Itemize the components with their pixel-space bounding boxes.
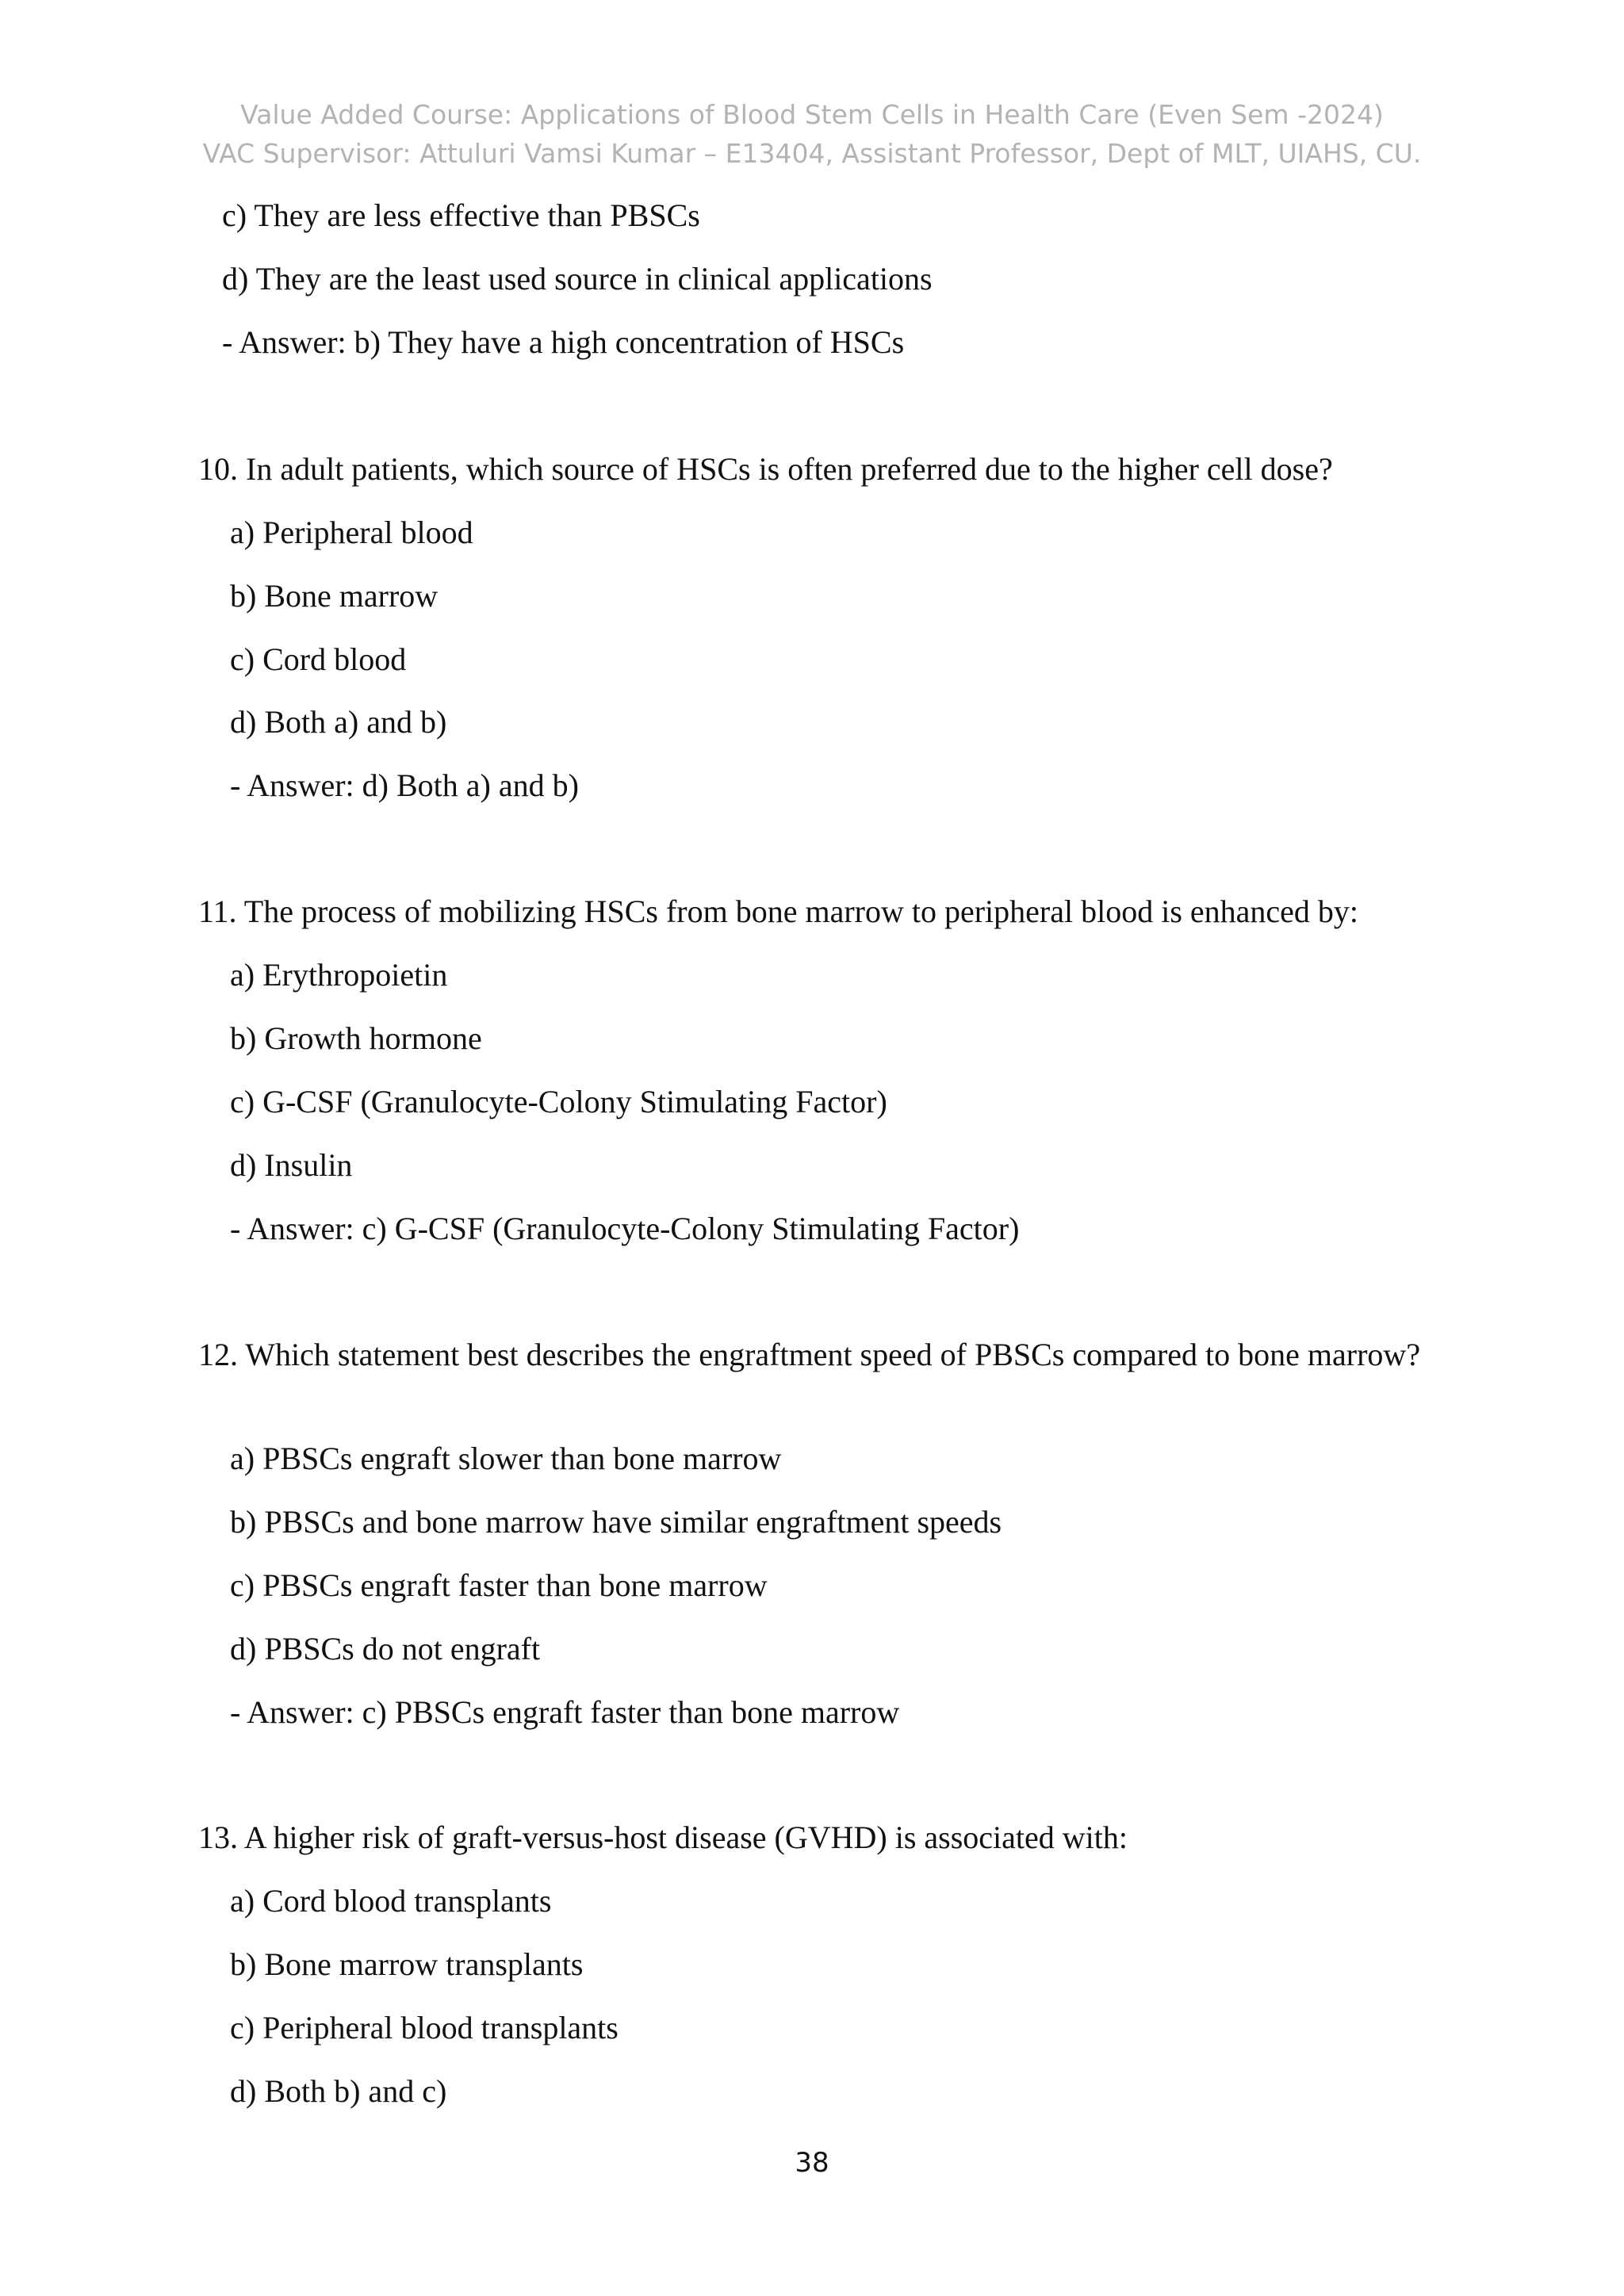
q9-option-d: d) They are the least used source in clinical applications: [222, 261, 933, 297]
page-header: [0, 95, 1624, 173]
question-12-option-a: a) PBSCs engraft slower than bone marrow: [230, 1441, 782, 1476]
header-course-title: Value Added Course: Applications of Blood Stem Cells in Health Care (Even Sem -2024): [240, 99, 1384, 130]
question-13-option-c: c) Peripheral blood transplants: [230, 2010, 619, 2045]
q9-answer: - Answer: b) They have a high concentration of HSCs: [222, 324, 905, 360]
q9-option-c: c) They are less effective than PBSCs: [222, 197, 700, 233]
question-12-option-d: d) PBSCs do not engraft: [230, 1631, 541, 1667]
question-10-option-a: a) Peripheral blood: [230, 515, 473, 550]
question-12-option-c: c) PBSCs engraft faster than bone marrow: [230, 1567, 768, 1603]
question-13-option-a: a) Cord blood transplants: [230, 1883, 552, 1919]
header-supervisor: VAC Supervisor: Attuluri Vamsi Kumar – E13404, Assistant Professor, Dept of MLT, UIAHS, CU.: [202, 138, 1422, 169]
question-12-text: 12. Which statement best describes the engraftment speed of PBSCs compared to bone marrow?: [198, 1337, 1421, 1372]
question-10-answer: - Answer: d) Both a) and b): [230, 767, 579, 803]
question-11-option-c: c) G-CSF (Granulocyte-Colony Stimulating Factor): [230, 1084, 887, 1119]
page-number: 38: [795, 2147, 829, 2179]
question-10-text: 10. In adult patients, which source of HSCs is often preferred due to the higher cell dose?: [198, 451, 1333, 487]
question-10-option-c: c) Cord blood: [230, 641, 407, 677]
question-10-option-d: d) Both a) and b): [230, 704, 447, 740]
question-10-option-b: b) Bone marrow: [230, 578, 439, 614]
question-11-text: 11. The process of mobilizing HSCs from bone marrow to peripheral blood is enhanced by:: [198, 894, 1359, 929]
question-12-option-b: b) PBSCs and bone marrow have similar engraftment speeds: [230, 1504, 1002, 1540]
question-13-option-b: b) Bone marrow transplants: [230, 1946, 584, 1982]
question-11-answer: - Answer: c) G-CSF (Granulocyte-Colony Stimulating Factor): [230, 1211, 1020, 1246]
question-13-option-d: d) Both b) and c): [230, 2073, 447, 2109]
question-12-answer: - Answer: c) PBSCs engraft faster than bone marrow: [230, 1694, 900, 1730]
question-11-option-b: b) Growth hormone: [230, 1020, 482, 1056]
question-11-option-a: a) Erythropoietin: [230, 957, 448, 993]
question-13-text: 13. A higher risk of graft-versus-host disease (GVHD) is associated with:: [198, 1820, 1128, 1855]
question-11-option-d: d) Insulin: [230, 1147, 353, 1183]
